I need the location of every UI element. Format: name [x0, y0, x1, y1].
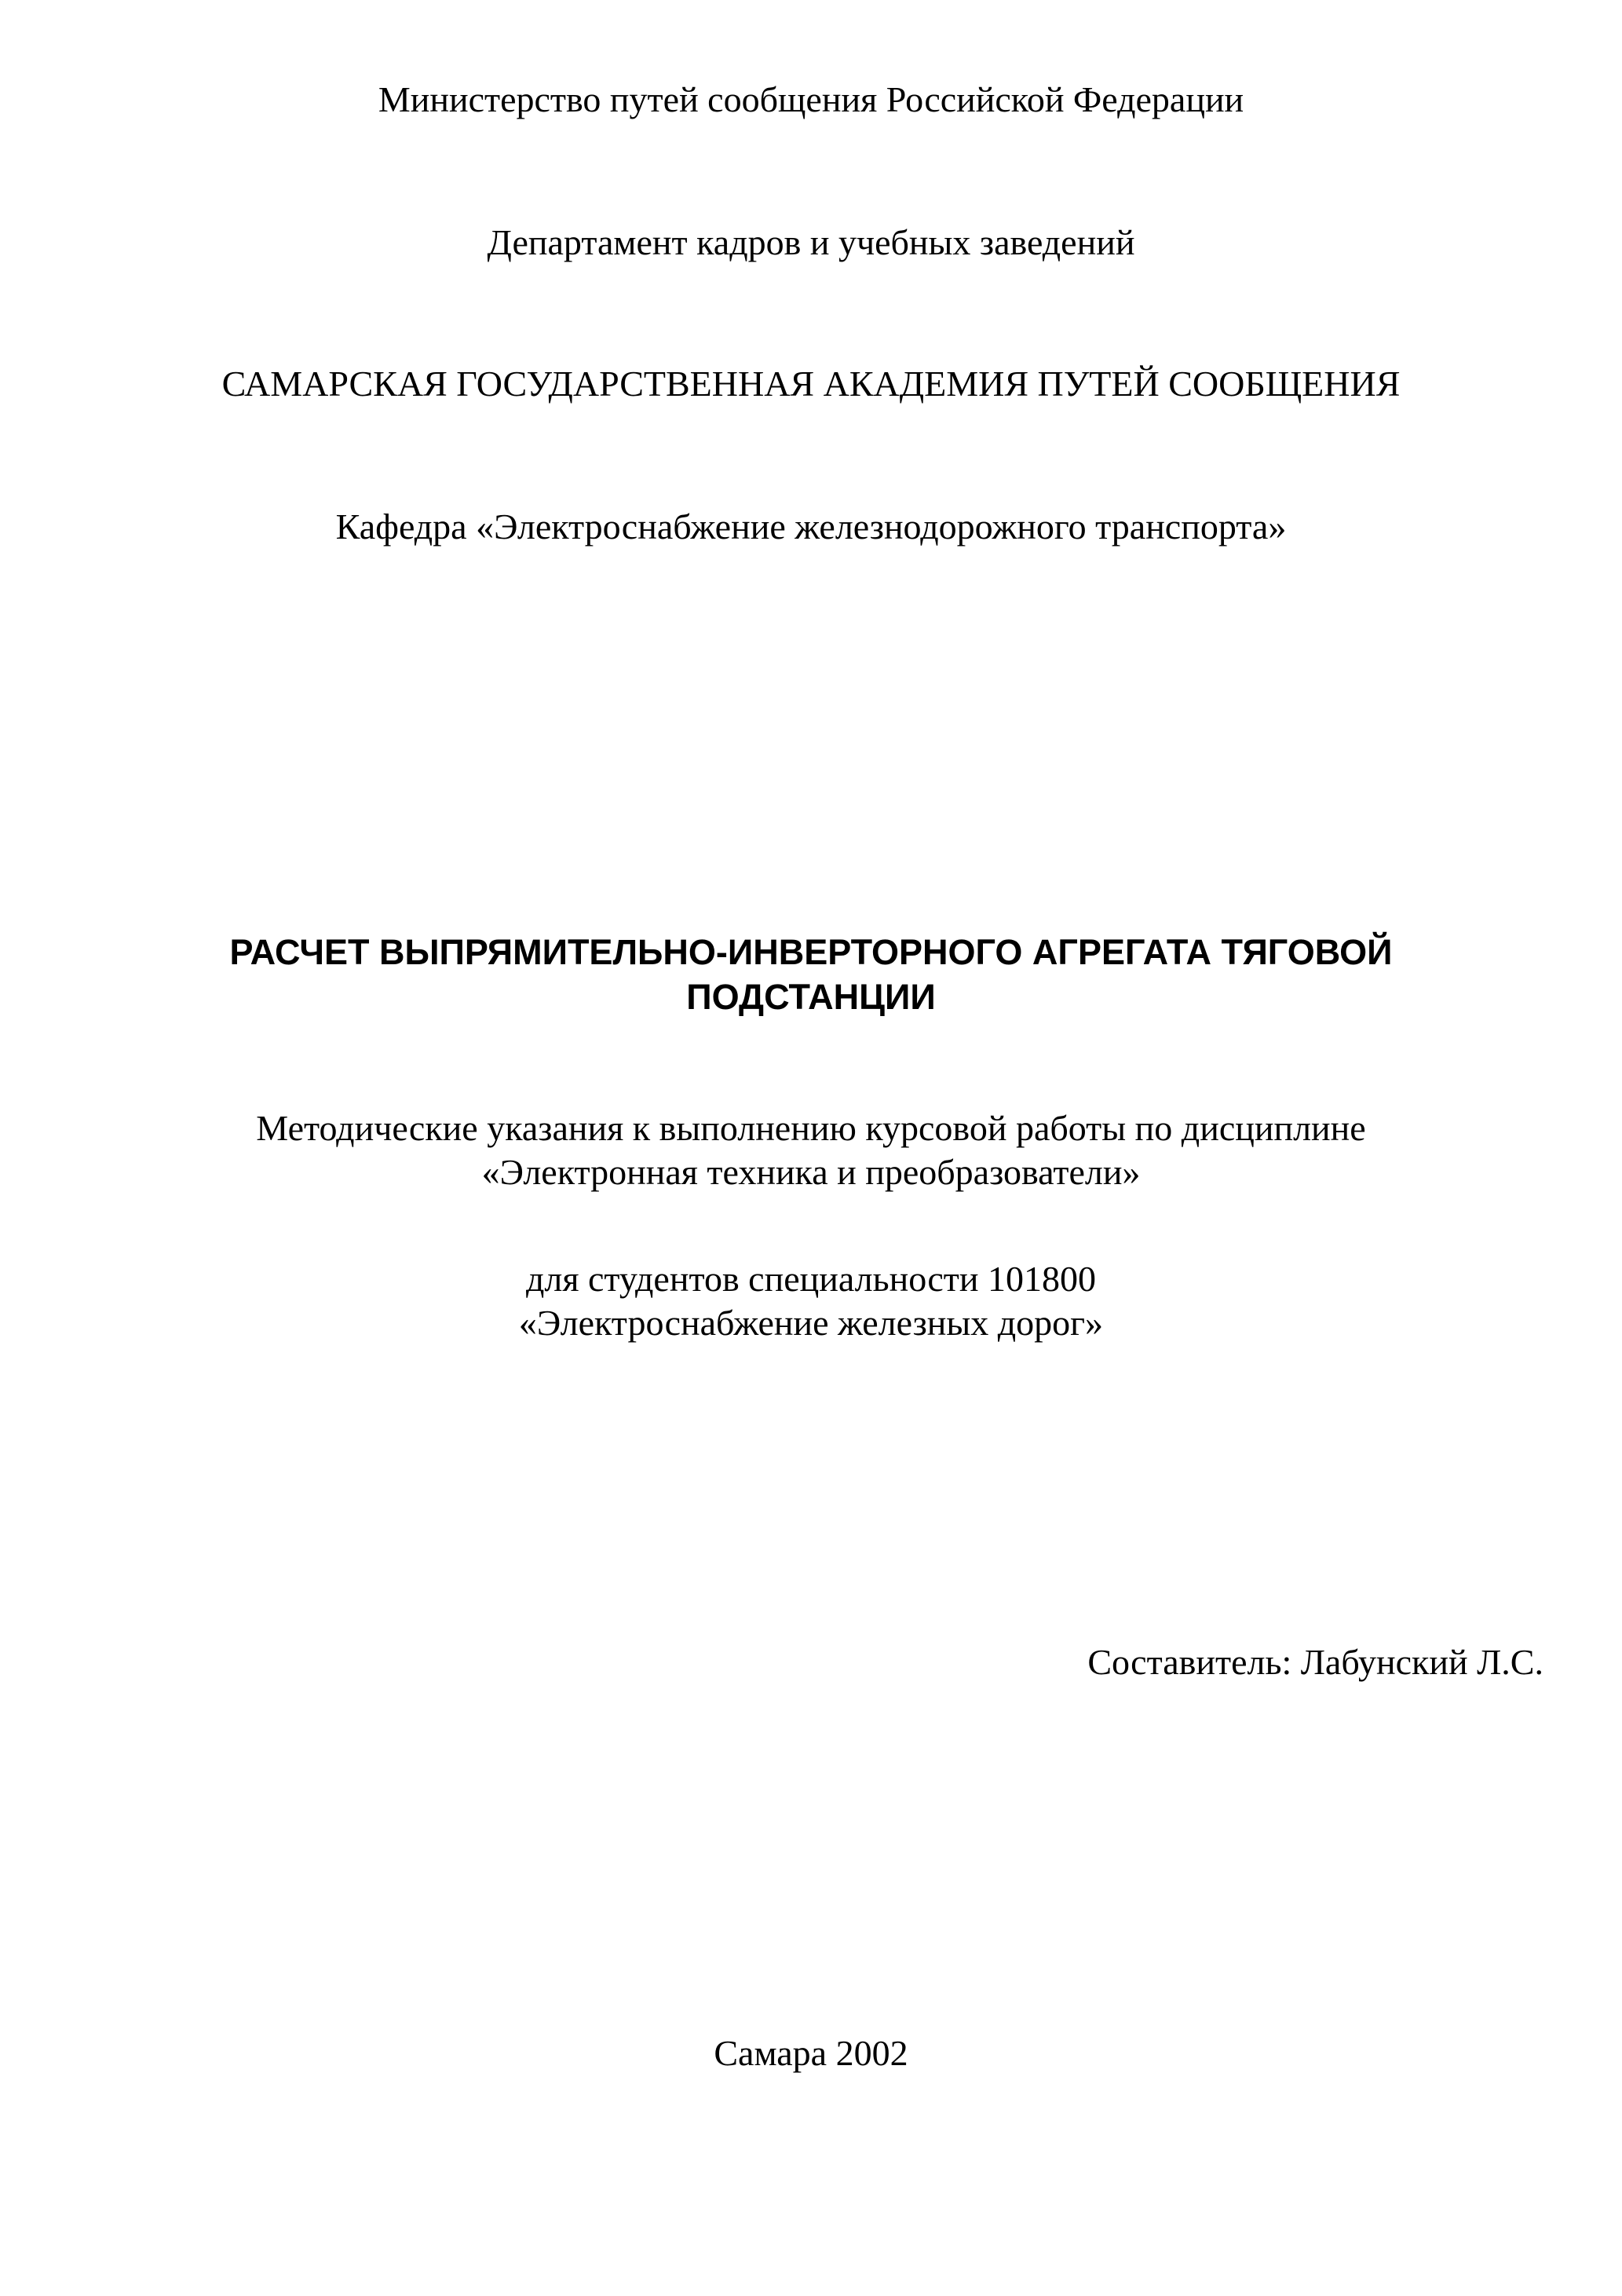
audience-line-2: «Электроснабжение железных дорог» [518, 1303, 1104, 1343]
audience-line-1: для студентов специальности 101800 [525, 1259, 1097, 1299]
subtitle-line-1: Методические указания к выполнению курсовой работы по дисциплине [256, 1108, 1366, 1148]
document-title-line-1: РАСЧЕТ ВЫПРЯМИТЕЛЬНО-ИНВЕРТОРНОГО АГРЕГАТА ТЯГОВОЙ [229, 932, 1393, 972]
subtitle-line-2: «Электронная техника и преобразователи» [481, 1152, 1141, 1192]
place-year: Самара 2002 [714, 2033, 908, 2073]
academy-heading: САМАРСКАЯ ГОСУДАРСТВЕННАЯ АКАДЕМИЯ ПУТЕЙ СООБЩЕНИЯ [221, 364, 1401, 404]
ministry-heading: Министерство путей сообщения Российской Федерации [378, 79, 1244, 119]
chair-heading: Кафедра «Электроснабжение железнодорожного транспорта» [335, 506, 1287, 547]
department-heading: Департамент кадров и учебных заведений [487, 222, 1135, 262]
author-credit: Составитель: Лабунский Л.С. [1087, 1642, 1543, 1682]
document-title-line-2: ПОДСТАНЦИИ [686, 977, 936, 1017]
